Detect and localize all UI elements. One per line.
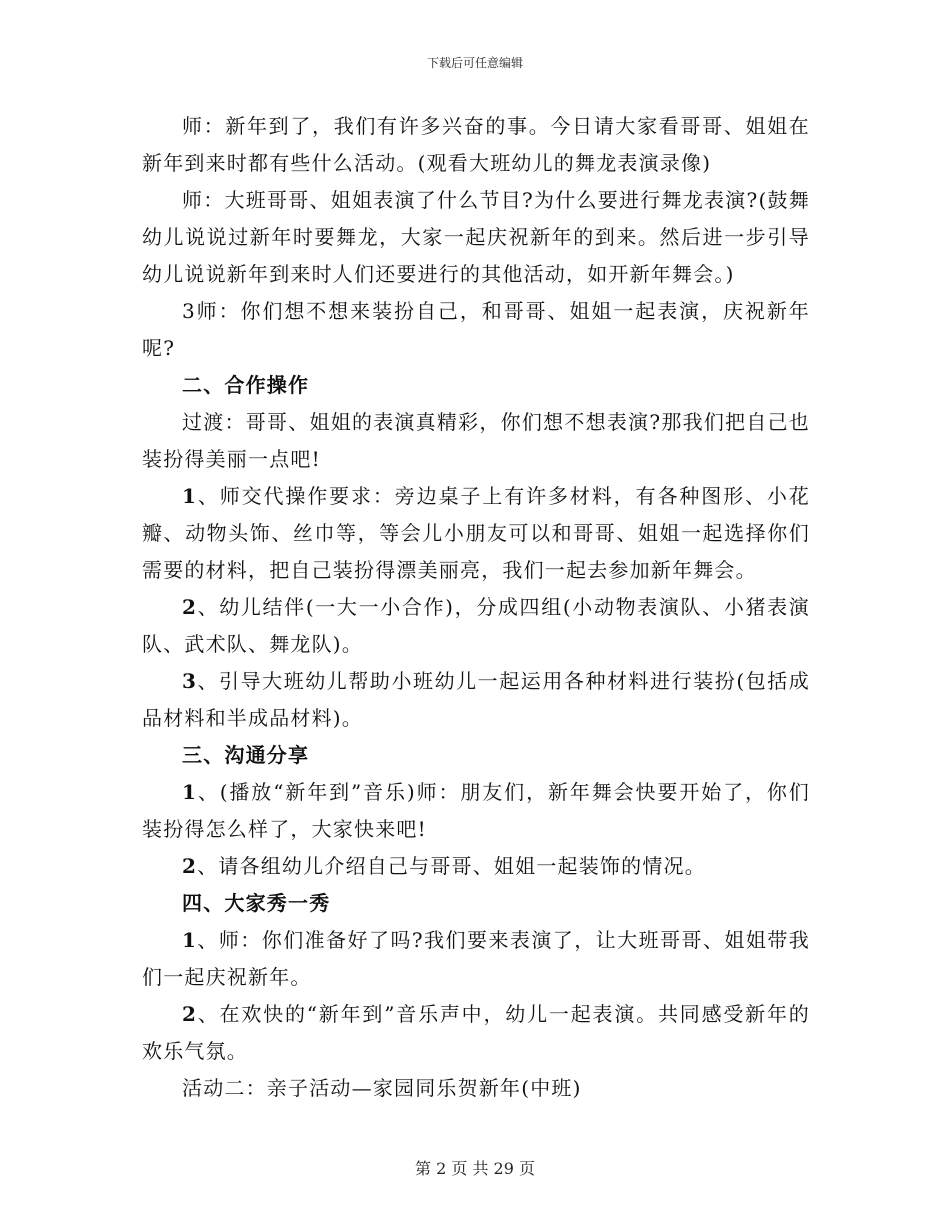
list-item: 1、师交代操作要求：旁边桌子上有许多材料，有各种图形、小花瓣、动物头饰、丝巾等，等会儿小朋友可以和哥哥、姐姐一起选择你们需要的材料，把自己装扮得漂美丽亮，我们一起去参加新年舞会。: [142, 484, 810, 582]
paragraph-transition: 过渡：哥哥、姐姐的表演真精彩，你们想不想表演?那我们把自己也装扮得美丽一点吧!: [142, 410, 810, 471]
list-item: 3、引导大班幼儿帮助小班幼儿一起运用各种材料进行装扮(包括成品材料和半成品材料)。: [142, 669, 810, 730]
page-header: 下载后可任意编辑: [426, 56, 523, 70]
paragraph-3: 3师：你们想不想来装扮自己，和哥哥、姐姐一起表演，庆祝新年呢?: [142, 299, 810, 360]
section-heading-sharing: 三、沟通分享: [182, 743, 310, 767]
list-item: 2、幼儿结伴(一大一小合作)，分成四组(小动物表演队、小猪表演队、武术队、舞龙队)。: [142, 595, 810, 656]
list-item: 1、师：你们准备好了吗?我们要来表演了，让大班哥哥、姐姐带我们一起庆祝新年。: [142, 928, 810, 989]
document-body: [142, 108, 810, 1107]
page-footer: 第 2 页 共 29 页: [415, 1159, 535, 1178]
paragraph-activity-two: 活动二：亲子活动—家园同乐贺新年(中班): [182, 1076, 582, 1100]
list-item: 2、在欢快的“新年到”音乐声中，幼儿一起表演。共同感受新年的欢乐气氛。: [142, 1002, 810, 1063]
paragraph-1: 师：新年到了，我们有许多兴奋的事。今日请大家看哥哥、姐姐在新年到来时都有些什么活动。(观看大班幼儿的舞龙表演录像): [142, 114, 810, 175]
list-item: 1、(播放“新年到”音乐)师：朋友们，新年舞会快要开始了，你们装扮得怎么样了，大家快来吧!: [142, 780, 810, 841]
section-heading-cooperation: 二、合作操作: [182, 373, 310, 397]
list-item: 2、请各组幼儿介绍自己与哥哥、姐姐一起装饰的情况。: [182, 854, 706, 878]
paragraph-2: 师：大班哥哥、姐姐表演了什么节目?为什么要进行舞龙表演?(鼓舞幼儿说说过新年时要舞龙，大家一起庆祝新年的到来。然后进一步引导幼儿说说新年到来时人们还要进行的其他活动，如开新年舞会。): [142, 188, 810, 286]
section-heading-show: 四、大家秀一秀: [182, 891, 331, 915]
